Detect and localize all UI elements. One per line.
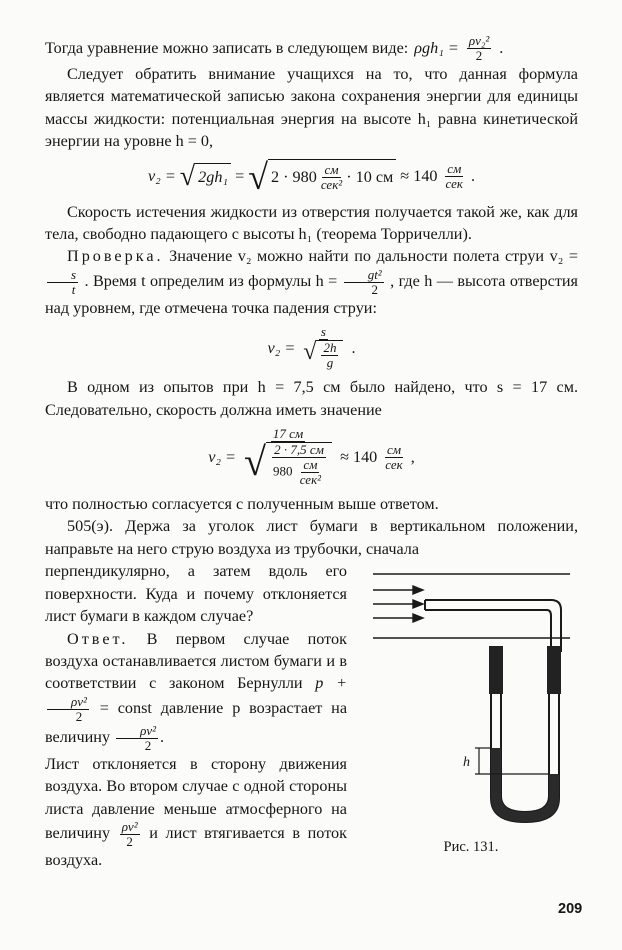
- equation-4: [45, 427, 578, 487]
- p8-frac2-den: 2: [144, 737, 152, 753]
- air-arrows: [373, 586, 423, 622]
- tube-connectors: [489, 646, 561, 694]
- page-number: 209: [558, 901, 583, 917]
- eq1-lhs: ρgh₁ =: [414, 39, 459, 58]
- p8-frac3-num: ρv²: [121, 818, 138, 834]
- paragraph-8-cont: [45, 753, 347, 872]
- paragraph-1-text: Тогда уравнение можно записать в следующем виде:: [45, 39, 409, 58]
- paragraph-4-c: , где h — высота отверстия над уровнем, где отмечена точка падения струи:: [45, 272, 579, 317]
- eq4-unit-den: сек: [385, 456, 403, 472]
- paragraph-2: Следует обратить внимание учащихся на то, что данная формула является математической записью закона сохранения энергии для единицы массы жидкости: потенциальная энергия на высоте h₁ равна кинетической энергии на уровне h = 0,: [45, 65, 578, 151]
- eq1-den: 2: [475, 48, 483, 63]
- paragraph-8-b: = const давление: [99, 698, 224, 717]
- eq2-mid: =: [235, 167, 245, 186]
- eq4-inner-unit-den: сек²: [299, 472, 322, 488]
- eq2-unit1-den: сек²: [320, 176, 343, 192]
- page-body: [45, 34, 578, 871]
- p8-frac3-den: 2: [126, 833, 133, 849]
- eq1-fraction: [467, 34, 491, 63]
- eq4-lhs: v₂ =: [208, 447, 236, 466]
- eq2-unit1-num: см: [324, 161, 339, 177]
- eq1-num: ρv₂²: [468, 33, 490, 48]
- p8-frac-num: ρv²: [47, 695, 89, 710]
- eq2-unit2-num: см: [447, 161, 462, 177]
- paragraph-8: [45, 628, 347, 753]
- eq2-lhs: v₂ =: [147, 167, 176, 186]
- eq4-inner-den-a: 980: [272, 463, 293, 479]
- eq4-approx: ≈ 140: [340, 447, 378, 466]
- eq2-sqrt1-content: 2gh₁: [195, 163, 231, 191]
- paragraph-4-b: . Время t определим из формулы h =: [84, 272, 338, 291]
- eq3-sqrt-num: 2h: [323, 340, 337, 356]
- eq2-sqrt2-b: · 10 см: [346, 167, 394, 186]
- figure-caption: Рис. 131.: [443, 839, 499, 856]
- eq2-sqrt1: √ 2gh₁: [180, 163, 231, 191]
- eq2-approx: ≈ 140: [400, 167, 438, 186]
- equation-2: [45, 156, 578, 197]
- eq4-unit-num: см: [386, 441, 402, 457]
- p8-frac-den: 2: [75, 708, 83, 724]
- p4-frac2-den: 2: [371, 281, 378, 297]
- paragraph-7: 505(э). Держа за уголок лист бумаги в вертикальном положении, направьте на него струю воздуха из трубочки, сначала: [45, 517, 578, 558]
- paragraph-8-a: В первом случае поток воздуха останавливается листом бумаги и в соответствии с законом Бернулли: [45, 629, 347, 693]
- figure-131: [365, 560, 577, 871]
- eq3-fraction: s √ $\frac{2h}{g}$: [301, 325, 345, 370]
- height-marker: [475, 748, 549, 774]
- check-label: Проверка.: [67, 247, 164, 266]
- eq2-sqrt2: √ 2 · 980 $\frac{см}{\text{сек²}}$ · 10 см: [248, 159, 396, 195]
- paragraph-5: В одном из опытов при h = 7,5 см было найдено, что s = 17 см. Следовательно, скорость должна иметь значение: [45, 378, 578, 419]
- eq4-inner-unit-num: см: [303, 457, 318, 473]
- eq4-end: ,: [410, 447, 415, 466]
- answer-label: Ответ.: [67, 629, 129, 648]
- paragraph-4-a: Значение v₂ можно найти по дальности полета струи v₂ =: [169, 247, 579, 266]
- paragraph-3: Скорость истечения жидкости из отверстия получается такой же, как для тела, свободно падающего с высоты h₁ (теорема Торричелли).: [45, 202, 578, 244]
- eq2-unit2-den: сек: [445, 176, 463, 192]
- figure-label-h: h: [463, 755, 470, 771]
- paragraph-4: [45, 245, 578, 319]
- p4-frac2-num: gt²: [344, 268, 384, 283]
- eq4-fraction: 17 см √ 2 · 7,5 см 980 $\frac{см}{\text{сек²}}$: [242, 427, 334, 487]
- eq4-inner-num: 2 · 7,5 см: [274, 442, 324, 458]
- paragraph-6: что полностью согласуется с полученным выше ответом.: [45, 495, 439, 514]
- eq2-end: .: [470, 167, 476, 186]
- paragraph-8-f: и лист втягивается в поток воздуха.: [45, 824, 348, 869]
- paragraph-8-e: Лист отклоняется в сторону движения воздуха. Во втором случае с одной стороны листа давление меньше атмосферного на величину: [45, 754, 347, 843]
- paragraph-8-c: p возрастает на величину: [45, 698, 348, 746]
- eq3-sqrt-den: g: [326, 355, 334, 371]
- eq4-num: 17 см: [272, 426, 304, 442]
- u-tube-diagram: [365, 560, 577, 830]
- wrap-text: [45, 560, 347, 871]
- p8-formula: p +: [315, 674, 347, 693]
- paragraph-7-wrap: перпендикулярно, а затем вдоль его поверхности. Куда и почему отклоняется лист бумаги в каждом случае?: [45, 562, 347, 626]
- pitot-tube: [425, 600, 561, 652]
- eq3-lhs: v₂ =: [267, 338, 296, 357]
- p8-frac2-num: ρv²: [116, 724, 158, 739]
- paragraph-8-d: .: [160, 727, 165, 746]
- eq1-end: .: [499, 39, 504, 58]
- equation-3: [45, 325, 578, 370]
- eq3-num: s: [320, 324, 326, 340]
- wrap-area: [45, 560, 578, 871]
- eq3-end: .: [351, 338, 356, 357]
- paragraph-1: [45, 34, 578, 63]
- eq2-sqrt2-a: 2 · 980: [270, 167, 317, 186]
- p4-frac-den: t: [71, 281, 76, 297]
- p4-frac-num: s: [47, 268, 78, 283]
